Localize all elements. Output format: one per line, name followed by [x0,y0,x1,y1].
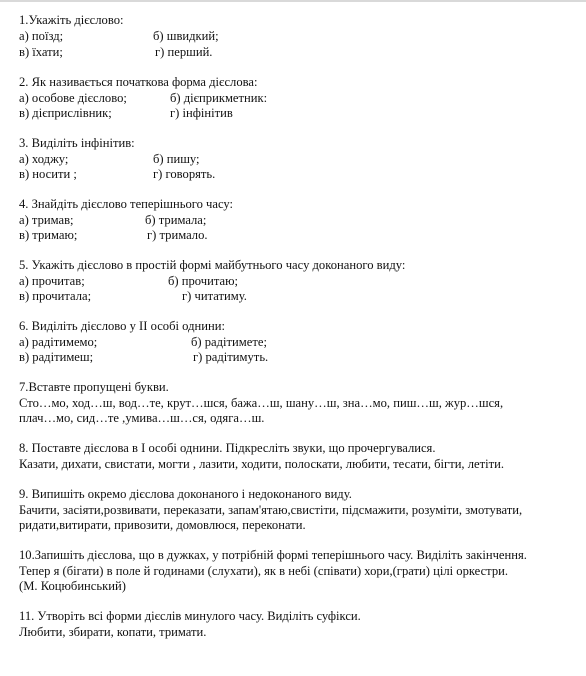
question-3-option-b: б) пишу; [153,152,200,166]
question-11-title: 11. Утворіть всі форми дієслів минулого часу. Виділіть суфікси. [19,609,361,623]
question-9-line-1: Бачити, засіяти,розвивати, переказати, запам'ятаю,свистіти, підсмажити, розуміти, змотувати, [19,503,523,517]
question-7-title: 7.Вставте пропущені букви. [19,380,169,394]
question-3-option-g: г) говорять. [153,167,216,181]
question-10-line-1: Тепер я (бігати) в поле й годинами (слухати), як в небі (співати) хори,(грати) цілі оркестри. [19,564,509,578]
question-6-option-v: в) радітимеш; [19,350,94,364]
question-4-option-v: в) тримаю; [19,228,78,242]
question-1-title: 1.Укажіть дієслово: [19,13,124,27]
question-2-option-b: б) дієприкметник: [170,91,268,105]
question-6-option-a: а) радітимемо; [19,335,98,349]
question-7-line-1: Сто…мо, ход…ш, вод…те, крут…шся, бажа…ш, шану…ш, зна…мо, пиш…ш, жур…шся, [19,396,504,410]
question-1-option-b: б) швидкий; [153,29,219,43]
question-9-line-2: ридати,витирати, привозити, домовлюся, переконати. [19,518,306,532]
question-3-option-a: а) ходжу; [19,152,69,166]
question-8-line-1: Казати, дихати, свистати, могти , лазити, ходити, полоскати, любити, тесати, бігти, летіти. [19,457,504,471]
question-3-title: 3. Виділіть інфінітив: [19,136,135,150]
question-7-line-2: плач…мо, сид…те ,умива…ш…ся, одяга…ш. [19,411,265,425]
question-6-title: 6. Виділіть дієслово у ІІ особі однини: [19,319,225,333]
question-2-title: 2. Як називається початкова форма дієслова: [19,75,258,89]
question-5-option-a: а) прочитав; [19,274,85,288]
top-edge [0,0,586,2]
question-4-option-a: а) тримав; [19,213,74,227]
question-5-option-g: г) читатиму. [182,289,247,303]
question-10-title: 10.Запишіть дієслова, що в дужках, у потрібній формі теперішнього часу. Виділіть закінчення. [19,548,527,562]
question-11-line-1: Любити, збирати, копати, тримати. [19,625,207,639]
question-5-option-b: б) прочитаю; [168,274,238,288]
question-5-option-v: в) прочитала; [19,289,92,303]
question-1-option-a: а) поїзд; [19,29,64,43]
question-5-title: 5. Укажіть дієслово в простій формі майбутнього часу доконаного виду: [19,258,406,272]
question-2-option-v: в) дієприслівник; [19,106,112,120]
question-4-option-g: г) тримало. [147,228,208,242]
question-8-title: 8. Поставте дієслова в І особі однини. Підкресліть звуки, що прочергувалися. [19,441,436,455]
question-4-title: 4. Знайдіть дієслово теперішнього часу: [19,197,234,211]
question-10-line-2: (М. Коцюбинський) [19,579,126,593]
question-1-option-v: в) їхати; [19,45,63,59]
question-9-title: 9. Випишіть окремо дієслова доконаного і недоконаного виду. [19,487,352,501]
question-2-option-a: а) особове дієслово; [19,91,127,105]
question-1-option-g: г) перший. [155,45,213,59]
question-2-option-g: г) інфінітив [170,106,233,120]
question-4-option-b: б) тримала; [145,213,207,227]
question-6-option-g: г) радітимуть. [193,350,269,364]
question-6-option-b: б) радітимете; [191,335,267,349]
question-3-option-v: в) носити ; [19,167,77,181]
